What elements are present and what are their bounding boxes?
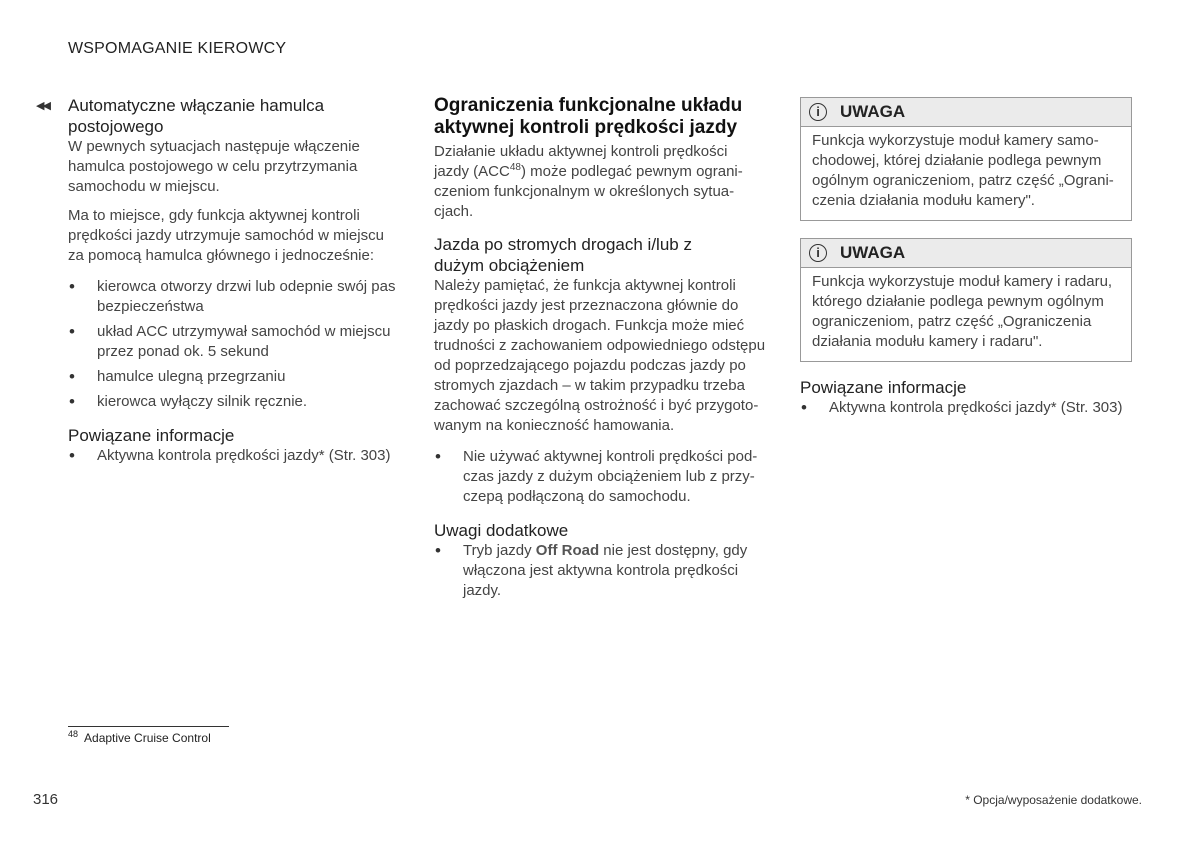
subheading-additional-notes: Uwagi dodatkowe [434,521,569,540]
note-header [801,239,1131,268]
paragraph-steep-roads: Należy pamiętać, że funkcja aktywnej kontroli prędkości jazdy jest przeznaczona głównie do jazdy po płaskich drogach. Funkcja może mieć trudności z zachowaniem odpowiedniego odstępu od poprzedzającego pojazdu podczas jazdy po stromych zjazdach – w takim przypadku trzeba zachować szczególną ostrożność i być przygoto- wanym na konieczność hamowania. [434,277,766,434]
conditions-list [68,277,398,412]
footnote-number: 48 [68,729,79,739]
info-icon: i [809,244,827,262]
related-info-heading: Powiązane informacje [800,378,967,397]
footnote-divider [68,726,229,727]
footnote [68,731,211,745]
footnote-text: Adaptive Cruise Control [84,731,211,745]
related-link[interactable]: • Aktywna kontrola prędkości jazdy* (Str. 303) [68,446,398,466]
related-list [68,446,398,466]
note-header [801,98,1131,127]
list-item: • kierowca wyłączy silnik ręcznie. [68,392,398,412]
related-info-heading: Powiązane informacje [68,426,235,445]
note-title: UWAGA [840,243,906,262]
column-acc-limitations [434,95,768,601]
note-text: Funkcja wykorzystuje moduł kamery i radaru, którego działanie podlega pewnym ogólnym ograniczeniom, patrz część „Ograniczenia działania modułu kamery i radaru". [812,273,1113,350]
section-heading-parking-brake: Automatyczne włączanie hamulca postojowego [68,96,325,136]
list-item: • Nie używać aktywnej kontroli prędkości pod- czas jazdy z dużym obciążeniem lub z przy- czepą podłączoną do samochodu. [434,447,768,507]
subheading-steep-roads: Jazda po stromych drogach i/lub z dużym obciążeniem [434,235,692,275]
note-title: UWAGA [840,102,906,121]
list-item: • hamulce ulegną przegrzaniu [68,367,398,387]
footnote-ref[interactable]: 48 [509,162,521,173]
optional-equipment-note: * Opcja/wyposażenie dodatkowe. [965,793,1142,807]
info-icon: i [809,103,827,121]
running-header: WSPOMAGANIE KIEROWCY [68,40,287,57]
note-box-camera-radar [800,238,1132,362]
drive-mode-term: Off Road [535,542,600,559]
note-box-camera [800,97,1132,221]
steep-roads-list [434,447,768,507]
related-list [800,398,1132,418]
note-text: Funkcja wykorzystuje moduł kamery samo- chodowej, której działanie podlega pewnym ogólnym ograniczeniom, patrz część „Ograni- czenia działania modułu kamery". [812,132,1114,209]
main-heading: Ograniczenia funkcjonalne układu aktywnej kontroli prędkości jazdy [434,95,743,138]
related-link[interactable]: • Aktywna kontrola prędkości jazdy* (Str. 303) [800,398,1132,418]
list-item: • układ ACC utrzymywał samochód w miejscu przez ponad ok. 5 sekund [68,322,398,362]
column-notes [800,97,1132,418]
paragraph-intro: W pewnych sytuacjach następuje włączenie hamulca postojowego w celu przytrzymania samochodu w miejscu. [68,138,360,195]
column-parking-brake [36,95,398,466]
additional-notes-list [434,541,768,601]
paragraph-intro: Działanie układu aktywnej kontroli prędkości jazdy (ACC$^{48}$) może podlegać pewnym ograni- czeniom funkcjonalnym w określonych sytua- cjach. [434,143,743,220]
list-item: • Tryb jazdy Off Road nie jest dostępny, gdy włączona jest aktywna kontrola prędkości jazdy. [434,541,768,601]
previous-section-icon[interactable]: ◀◀ [36,100,49,112]
list-item: • kierowca otworzy drzwi lub odepnie swój pas bezpieczeństwa [68,277,398,317]
paragraph-conditions: Ma to miejsce, gdy funkcja aktywnej kontroli prędkości jazdy utrzymuje samochód w miejscu za pomocą hamulca głównego i jednocześnie: [68,207,384,264]
page-number: 316 [33,791,59,808]
